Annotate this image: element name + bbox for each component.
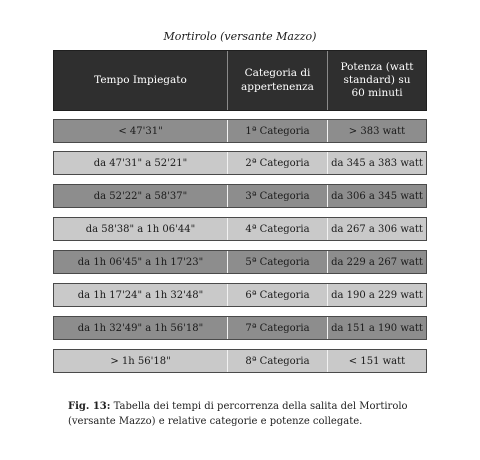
table-row — [53, 184, 427, 208]
table-row — [53, 283, 427, 307]
row-power: da 267 a 306 watt — [327, 218, 426, 240]
row-category: 1ª Categoria — [227, 120, 327, 142]
table-row — [53, 250, 427, 274]
row-category: 7ª Categoria — [227, 317, 327, 339]
table-row — [53, 151, 427, 175]
row-time: < 47'31" — [54, 120, 227, 142]
header-time: Tempo Impiegato — [94, 73, 187, 86]
table-row — [53, 349, 427, 373]
row-time: da 52'22" a 58'37" — [54, 185, 227, 207]
caption-text: Tabella dei tempi di percorrenza della salita del Mortirolo (versante Mazzo) e relative categorie e potenze collegate. — [68, 401, 408, 427]
row-category: 3ª Categoria — [227, 185, 327, 207]
row-power: da 345 a 383 watt — [327, 152, 426, 174]
row-power: da 190 a 229 watt — [327, 284, 426, 306]
row-time: da 1h 06'45" a 1h 17'23" — [54, 251, 227, 273]
row-power: > 383 watt — [327, 120, 426, 142]
row-category: 6ª Categoria — [227, 284, 327, 306]
caption-label: Fig. 13: — [68, 401, 111, 412]
row-power: da 229 a 267 watt — [327, 251, 426, 273]
table-row — [53, 316, 427, 340]
header-category-label: Categoria di appertenenza — [241, 67, 314, 93]
header-category — [227, 51, 327, 110]
header-power-label: Potenza (watt standard) su 60 minuti — [340, 60, 414, 100]
row-power: < 151 watt — [327, 350, 426, 372]
row-time: > 1h 56'18" — [54, 350, 227, 372]
row-time: da 1h 17'24" a 1h 32'48" — [54, 284, 227, 306]
table-header — [53, 50, 427, 111]
figure-caption — [68, 400, 428, 429]
row-category: 2ª Categoria — [227, 152, 327, 174]
table-title: Mortirolo (versante Mazzo) — [163, 30, 317, 43]
row-power: da 306 a 345 watt — [327, 185, 426, 207]
table-row — [53, 217, 427, 241]
row-category: 5ª Categoria — [227, 251, 327, 273]
row-time: da 58'38" a 1h 06'44" — [54, 218, 227, 240]
row-power: da 151 a 190 watt — [327, 317, 426, 339]
table-row — [53, 119, 427, 143]
row-time: da 1h 32'49" a 1h 56'18" — [54, 317, 227, 339]
row-category: 4ª Categoria — [227, 218, 327, 240]
row-category: 8ª Categoria — [227, 350, 327, 372]
header-power — [327, 51, 426, 110]
row-time: da 47'31" a 52'21" — [54, 152, 227, 174]
